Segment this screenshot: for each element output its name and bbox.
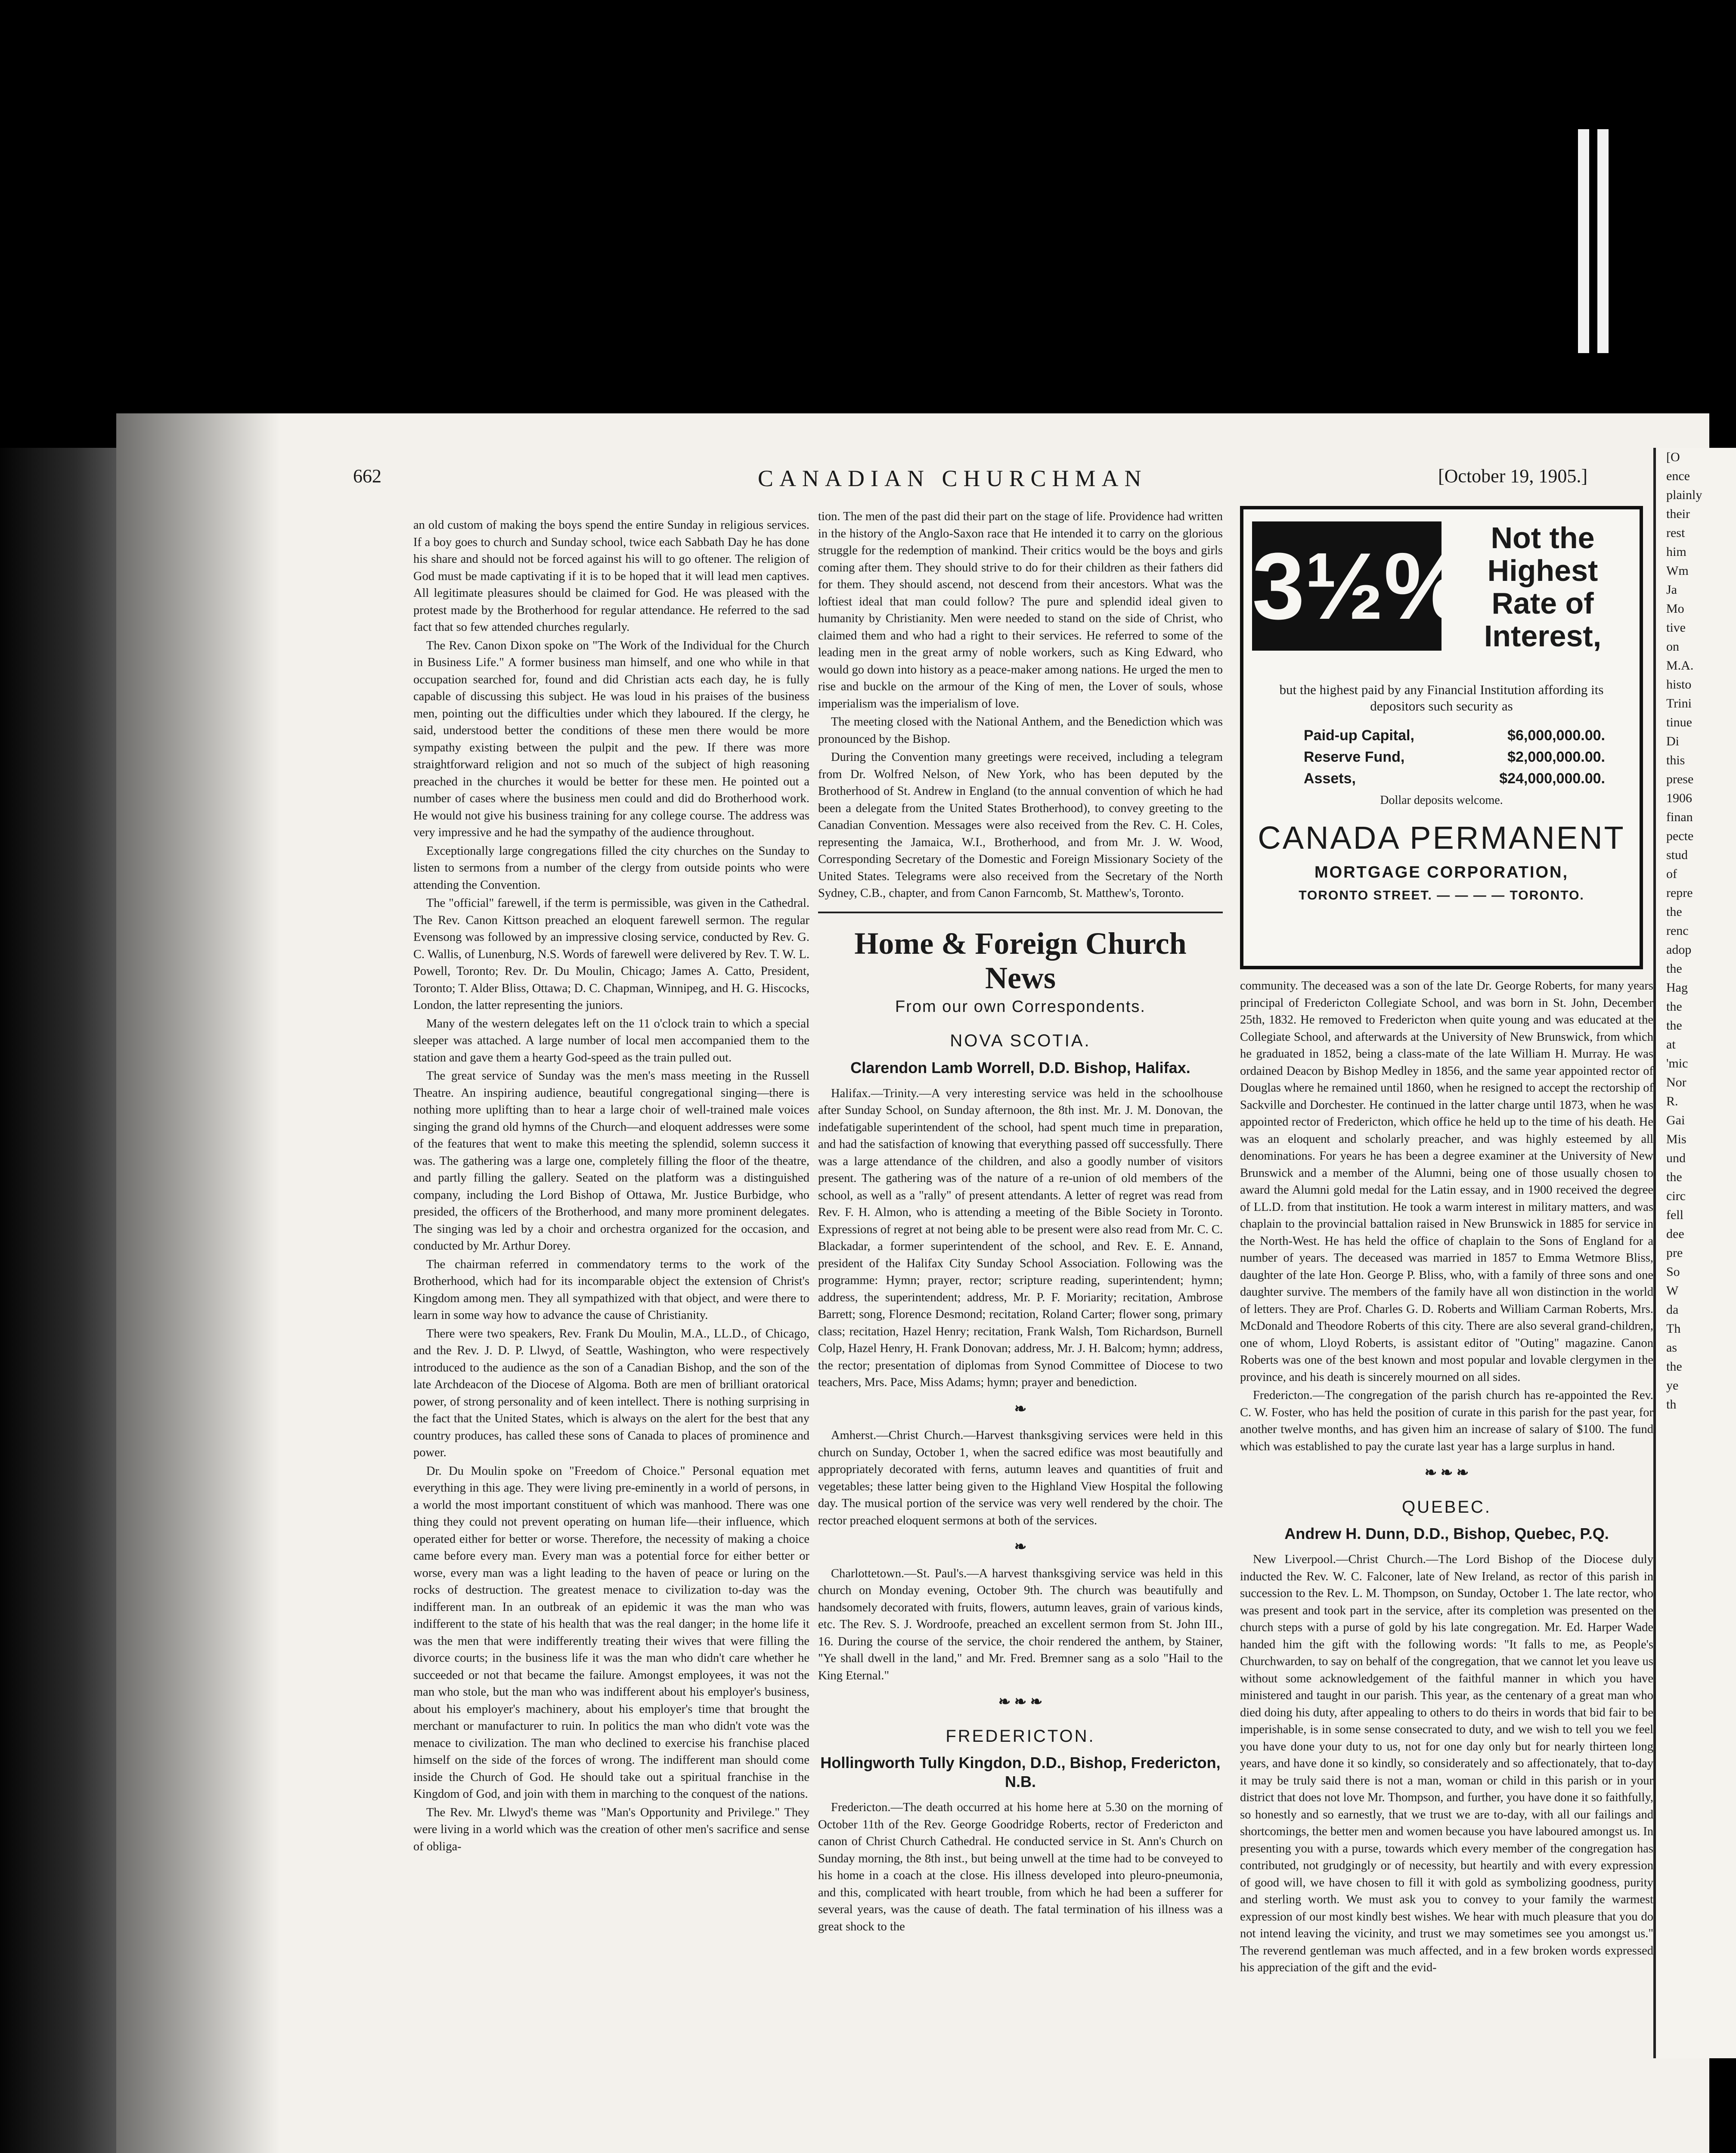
interest-rate-badge: 3½%: [1252, 521, 1442, 651]
section-subtitle: From our own Correspondents.: [895, 997, 1146, 1016]
edge-fragment: the: [1666, 1170, 1682, 1184]
film-mark-top-1: [1578, 129, 1589, 353]
edge-fragment: Gai: [1666, 1113, 1685, 1127]
paragraph: New Liverpool.—Christ Church.—The Lord Bishop of the Diocese duly inducted the Rev. W. C. Falconer, late of New Ireland, as rector of this parish in succession to the Rev. L. M. Thompson, on Sunday, October 1. The late rector, who was present and took part in the service, after its completion was presented on the church steps with a purse of gold by his late congregation. Mr. Ed. Harper Wade handed him the gift with the following words: "It falls to me, as People's Churchwarden, to say on behalf of the congregation, that we cannot let you leave us without some acknowledgement of the faithful manner in which you have ministered and taught in our parish. This year, as the centenary of a great man who died doing his duty, after appealing to others to do theirs in words that bid fair to be imperishable, is in some sense consecrated to duty, and we wish to tell you we feel you have done your duty to us, not for one day only but for nearly thirteen long years, and have done it so kindly, so considerately and so affectionately, that to-day it may be truly said there is not a man, woman or child in this parish or in your district that does not love Mr. Thompson, and further, you have done it so faithfully, so honestly and so earnestly, that we trust we are to-day, with all our failings and shortcomings, the better men and women because you have laboured amongst us. In presenting you with a purse, towards which every member of the congregation has contributed, not grudgingly or of necessity, but heartily and with every expression of good will, we have chosen to fill it with gold as symbolizing goodness, purity and sterling worth. We must ask you to convey to your family the warmest expression of our most kindly best wishes. We hear with much pleasure that you do not intend leaving the vicinity, and trust we may sometimes see you amongst us." The reverend gentleman was much affected, and in a few broken words expressed his appreciation of the gift and the evid-: [1240, 1553, 1653, 1974]
paragraph: an old custom of making the boys spend the entire Sunday in religious services. If a boy goes to church and Sunday school, twice each Sabbath Day he has done his share and should not be forced against his will to go oftener. The religion of God must be made captivating if it is to be hoped that it will lead men captives. All legitimate pleasures should be claimed for God. He was pleased with the protest made by the Brotherhood for regular attendance. He referred to the sad fact that so few attended churches regularly.: [413, 518, 809, 634]
edge-fragment: the: [1666, 905, 1682, 919]
edge-fragment: tinue: [1666, 715, 1692, 729]
left-page-edge: [0, 448, 125, 2153]
paragraph: Halifax.—Trinity.—A very interesting service was held in the schoolhouse after Sunday School, on Sunday afternoon, the 8th inst. Mr. J. M. Donovan, the indefatigable superintendent of the school, had spent much time in preparation, and had the satisfaction of knowing that everything passed off successfully. There was a large attendance of the children, and also a goodly number of visitors present. The gathering was of the nature of a re-union of old members of the school, as well as a "rally" of present attendants. A letter of regret was read from Rev. F. H. Almon, who is attending a meeting of the Bible Society in Toronto. Expressions of regret at not being able to be present were also read from Mr. C. C. Blackadar, a former superintendent of the school, and Rev. E. E. Annand, president of the Halifax City Sunday School Association. Following was the programme: Hymn; prayer, rector; scripture reading, superintendent; hymn; address, the superintendent; address, Mr. P. F. Moriarity; recitation, Ambrose Barrett; song, Florence Desmond; recitation, Roland Carter; flower song, primary class; recitation, Hazel Henry; recitation, Frank Walsh, Tom Richardson, Burnell Colp, Hazel Henry, H. Frank Donovan; address, Mr. J. H. Balcom; hymn; address, the rector; presentation of diplomas from Synod Committee of Diocese to two teachers, Mrs. Pace, Miss Adams; hymn; prayer and benediction.: [818, 1086, 1223, 1389]
edge-fragment: adop: [1666, 943, 1692, 957]
paragraph: The great service of Sunday was the men's mass meeting in the Russell Theatre. An inspiring audience, beautiful congregational singing—there is nothing more uplifting than to hear a large choir of well-trained male voices singing the grand old hymns of the Church—and eloquent addresses were some of the features that went to make this meeting the splendid, solemn success it was. The gathering was a large one, completely filling the floor of the theatre, and partly filling the gallery. Seated on the platform was a distinguished company, including the Lord Bishop of Ottawa, Mr. Justice Burbidge, who presided, the officers of the Brotherhood, and many more prominent delegates. The singing was led by a choir and orchestra organized for the occasion, and conducted by Mr. Arthur Dorey.: [413, 1069, 809, 1253]
paragraph: The chairman referred in commendatory terms to the work of the Brotherhood, which had for its incomparable object the extension of Christ's Kingdom among men. They all sympathized with that object, and were there to learn in some way how to advance the cause of Christianity.: [413, 1257, 809, 1322]
edge-fragment: plainly: [1666, 488, 1702, 502]
edge-fragment: Hag: [1666, 980, 1688, 995]
edge-fragment: renc: [1666, 924, 1689, 938]
paragraph: The Rev. Mr. Llwyd's theme was "Man's Opportunity and Privilege." They were living in a world which was the creation of other men's sacrifice and sense of obliga-: [413, 1806, 809, 1853]
paragraph: tion. The men of the past did their part on the stage of life. Providence had written in the history of the Anglo-Saxon race that He intended it to carry on the glorious struggle for the redemption of mankind. Their critics would be the boys and girls coming after them. They should strive to do for their children as their fathers did for them. They should ascend, not descend from their ancestors. What was the loftiest ideal that man could follow? The pure and splendid ideal given to humanity by Christianity. Men were needed to stand on the side of Christ, who claimed them and who had a right to their services. He referred to some of the leading men in the great army of noble workers, such as King Edward, who would go down into history as a peace-maker among nations. He urged the men to rise and buckle on the armour of the King of men, the Lover of souls, whose imperialism was the imperialism of love.: [818, 510, 1223, 710]
paragraph: Dr. Du Moulin spoke on "Freedom of Choice." Personal equation met everything in this age. They were living pre-eminently in a world of persons, in a world the most important constituent of which was manhood. There was one thing they could not prevent operating on human life—their influence, which operated either for better or worse. Therefore, the necessity of making a choice came before every man. Every man was a potential force for either better or worse, every man was a light leading to the haven of peace or luring on the rocks of destruction. The greatest menace to civilization to-day was the indifferent man. In an outbreak of an epidemic it was the man who was indifferent to the state of his health that was the real danger; in the home life it was the men that were indifferently treating their wives that were filling the divorce courts; in the business life it was the man who didn't care whether he succeeded or not that became the failure. Amongst employees, it was not the man who stole, but the man who was indifferent about his employer's business, about his employer's machinery, about his employer's time that brought the merchant or manufacturer to ruin. In politics the man who didn't vote was the menace to civilization. The man who declined to exercise his franchise placed himself on the side of the forces of wrong. The indifferent man should come inside the Church of God. He should take out a spiritual franchise in the Kingdom of God, and join with them in marching to the conquest of the nations.: [413, 1464, 809, 1801]
edge-fragment: 'mic: [1666, 1056, 1688, 1070]
edge-fragment: the: [1666, 1359, 1682, 1374]
edge-fragment: Nor: [1666, 1075, 1686, 1089]
edge-fragment: R.: [1666, 1094, 1678, 1108]
ad-address: TORONTO STREET. — — — — TORONTO.: [1299, 888, 1584, 903]
page-header: [353, 465, 1645, 499]
paragraph: Charlottetown.—St. Paul's.—A harvest thanksgiving service was held in this church on Monday evening, October 9th. The church was beautifully and handsomely decorated with fruits, flowers, autumn leaves, grain of various kinds, etc. The Rev. S. J. Wordroofe, preached an excellent sermon from St. John III., 16. During the course of the service, the choir rendered the anthem, by Stainer, "Ye shall dwell in the land," and Mr. Fred. Bremner sang as a solo "Hail to the King Eternal.": [818, 1567, 1223, 1682]
ad-company-name: CANADA PERMANENT: [1258, 820, 1625, 856]
gutter-shadow: [116, 413, 280, 2153]
paragraph: Many of the western delegates left on the 11 o'clock train to which a special sleeper was attached. A large number of local men accompanied them to the station and gave them a hearty God-speed as the train pulled out.: [413, 1017, 809, 1064]
edge-fragment: the: [1666, 962, 1682, 976]
edge-fragment: ence: [1666, 469, 1690, 483]
ornament-icon: ❧ ❧ ❧: [998, 1694, 1043, 1710]
edge-fragment: this: [1666, 753, 1685, 767]
journal-title: CANADIAN CHURCHMAN: [758, 465, 1147, 491]
ad-headline: Not the Highest Rate of Interest,: [1484, 521, 1602, 653]
ornament-icon: ❧ ❧ ❧: [1424, 1465, 1469, 1481]
ad-figure-row: [1304, 768, 1605, 789]
edge-fragment: Wm: [1666, 564, 1689, 578]
edge-fragment: M.A.: [1666, 658, 1694, 673]
edge-fragment: prese: [1666, 772, 1694, 786]
edge-fragment: Trini: [1666, 696, 1692, 710]
edge-fragment: circ: [1666, 1189, 1686, 1203]
edge-fragment: the: [1666, 1018, 1682, 1033]
paragraph: Fredericton.—The congregation of the parish church has re-appointed the Rev. C. W. Foster, who has held the position of curate in this parish for the past year, for another twelve months, and has given him an increase of salary of $100. The fund which was established to pay the curate last year has a large surplus in hand.: [1240, 1389, 1653, 1453]
ad-figure-value: $24,000,000.00.: [1499, 770, 1605, 787]
edge-fragment: the: [1666, 999, 1682, 1014]
edge-fragment: Ja: [1666, 583, 1677, 597]
edge-fragment: und: [1666, 1151, 1686, 1165]
ornament-icon: ❧: [1014, 1539, 1027, 1555]
ad-figures: [1304, 725, 1605, 789]
paragraph: During the Convention many greetings were received, including a telegram from Dr. Wolfred Nelson, of New York, who has been deputed by the Brotherhood of St. Andrew in England (to the annual convention of which he had been a delegate from the United States Brotherhood), to convey greeting to the Canadian Convention. Messages were also received from the Rev. C. H. Coles, representing the Jamaica, W.I., Brotherhood, and from Mr. J. W. Wood, Corresponding Secretary of the Domestic and Foreign Missionary Society of the United States. Telegrams were also received from the Secretary of the North Sydney, C.B., chapter, and from Canon Farncomb, St. Matthew's, Toronto.: [818, 751, 1223, 900]
edge-fragment: [O: [1666, 450, 1680, 464]
edge-fragment: rest: [1666, 526, 1685, 540]
edge-fragment: Mo: [1666, 602, 1684, 616]
paragraph: The Rev. Canon Dixon spoke on "The Work of the Individual for the Church in Business Life." A former business man himself, and one who while in that occupation searched for, found and did Christian acts each day, he is fully capable of discussing this subject. He was loud in his praises of the business men, pointing out the difficulties under which they laboured. If the clergy, he said, understood better the conditions of these men there would be more sympathy existing between the pulpit and the pew. If there was more straightforward religion and not so much of the subject of high reasoning preached in the churches it would be better for these men. He pointed out a number of cases where the business men could and did do Brotherhood work. He would not give his business training for any college course. The address was very impressive and he had the sympathy of the audience throughout.: [413, 639, 809, 839]
column-2: [818, 508, 1223, 1936]
edge-fragment: histo: [1666, 677, 1692, 692]
edge-fragment: repre: [1666, 886, 1693, 900]
edge-fragment: at: [1666, 1037, 1676, 1052]
column-1: [413, 517, 809, 1856]
ad-figure-row: [1304, 746, 1605, 768]
ad-figure-label: Reserve Fund,: [1304, 749, 1405, 765]
edge-fragment: pecte: [1666, 829, 1694, 843]
section-title: Home & Foreign Church News: [854, 926, 1187, 995]
bishop-heading: Hollingworth Tully Kingdon, D.D., Bishop, Fredericton, N.B.: [820, 1754, 1221, 1790]
ad-figure-value: $2,000,000.00.: [1507, 749, 1605, 765]
edge-fragment: stud: [1666, 848, 1688, 862]
paragraph: There were two speakers, Rev. Frank Du Moulin, M.A., LL.D., of Chicago, and the Rev. J. D. P. Llwyd, of Seattle, Washington, who were respectively introduced to the audience as the son of a Canadian Bishop, and the son of the late Archdeacon of the Diocese of Algoma. Both are men of brilliant oratorical power, of strong personality and of keen intellect. There is nothing surprising in the fact that the United States, which is always on the alert for the best that any country produces, has called these sons of Canada to places of prominence and power.: [413, 1327, 809, 1459]
edge-fragment: fell: [1666, 1208, 1683, 1222]
ad-figure-row: [1304, 725, 1605, 746]
ad-figure-label: Assets,: [1304, 770, 1356, 787]
ad-body: but the highest paid by any Financial Institution affording its depositors such security as: [1279, 682, 1604, 714]
edge-fragment: Di: [1666, 734, 1679, 748]
bishop-heading: Andrew H. Dunn, D.D., Bishop, Quebec, P.Q.: [1284, 1525, 1609, 1542]
edge-fragment: their: [1666, 507, 1690, 521]
ad-figure-value: $6,000,000.00.: [1507, 727, 1605, 744]
paragraph: Exceptionally large congregations filled the city churches on the Sunday to listen to sermons from a number of the clergy from outside points who were attending the Convention.: [413, 844, 809, 892]
edge-fragment: of: [1666, 867, 1677, 881]
paragraph: The "official" farewell, if the term is permissible, was given in the Cathedral. The Rev. Canon Kittson preached an eloquent farewell sermon. The regular Evensong was followed by an impressive closing service, conducted by Rev. G. C. Wallis, of Lunenburg, N.S. Words of farewell were delivered by Rev. T. W. L. Powell, Toronto; Rev. Dr. Du Moulin, Chicago; James A. Catto, President, Toronto; T. Alder Bliss, Ottawa; D. C. Chapman, Winnipeg, and H. G. Hiscocks, London, the latter representing the juniors.: [413, 897, 809, 1012]
page-number: 662: [353, 465, 381, 487]
edge-fragment: 1906: [1666, 791, 1692, 805]
edge-fragment: dee: [1666, 1227, 1684, 1241]
edge-fragment: pre: [1666, 1246, 1683, 1260]
paragraph: The meeting closed with the National Anthem, and the Benediction which was pronounced by the Bishop.: [818, 715, 1223, 746]
edge-fragment: W: [1666, 1284, 1679, 1298]
edge-fragment: da: [1666, 1303, 1679, 1317]
edge-fragment: on: [1666, 639, 1679, 654]
diocese-heading-fredericton: FREDERICTON.: [946, 1726, 1095, 1746]
edge-fragment: Th: [1666, 1322, 1681, 1336]
edge-fragment: So: [1666, 1265, 1680, 1279]
paragraph: Fredericton.—The death occurred at his home here at 5.30 on the morning of October 11th of the Rev. George Goodridge Roberts, rector of Fredericton and canon of Christ Church Cathedral. He conducted service in St. Ann's Church on Sunday morning, the 8th inst., but being unwell at the time had to be conveyed to his home in a coach at the close. His illness developed into pleuro-pneumonia, and this, complicated with heart trouble, from which he had been a sufferer for several years, was the cause of death. The fatal termination of his illness was a great shock to the: [818, 1801, 1223, 1933]
edge-fragment: Mis: [1666, 1132, 1686, 1146]
ornament-icon: ❧: [1014, 1401, 1027, 1417]
edge-fragment: tive: [1666, 620, 1686, 635]
edge-fragment: ye: [1666, 1378, 1679, 1393]
bank-advertisement: [1240, 506, 1643, 969]
edge-fragment: th: [1666, 1397, 1677, 1412]
section-rule: [818, 912, 1223, 913]
next-page-edge: [1653, 448, 1736, 2058]
ad-note: Dollar deposits welcome.: [1380, 794, 1503, 807]
diocese-heading-nova-scotia: NOVA SCOTIA.: [950, 1031, 1091, 1050]
diocese-heading-quebec: QUEBEC.: [1401, 1497, 1492, 1517]
paragraph: Amherst.—Christ Church.—Harvest thanksgiving services were held in this church on Sunday, October 1, when the sacred edifice was most beautifully and appropriately decorated with ferns, autumn leaves and quantities of fruit and vegetables; these latter being given to the Highland View Hospital the following day. The musical portion of the service was very well rendered by the choir. The rector preached eloquent sermons at both of the services.: [818, 1429, 1223, 1527]
edge-fragment: him: [1666, 545, 1686, 559]
edge-fragment: as: [1666, 1340, 1677, 1355]
issue-date: [October 19, 1905.]: [1438, 465, 1588, 487]
bishop-heading: Clarendon Lamb Worrell, D.D. Bishop, Halifax.: [850, 1058, 1190, 1076]
column-3: [1240, 977, 1653, 1978]
paragraph: community. The deceased was a son of the late Dr. George Roberts, for many years principal of Fredericton Collegiate School, and was born in St. John, December 25th, 1832. He removed to Fredericton when quite young and was educated at the Collegiate School, and afterwards at the University of New Brunswick, from which he graduated in 1852, being a class-mate of the late William H. Murray. He was ordained Deacon by Bishop Medley in 1856, and the same year appointed rector of Douglas where he remained until 1860, when he resigned to accept the rectorship of Sackville and Dorchester. He continued in the latter charge until 1873, when he was appointed rector of Fredericton, which office he held up to the time of his death. He was an eloquent and scholarly preacher, and was highly esteemed by all denominations. For years he has been a degree examiner at the University of New Brunswick and a member of the Alumni, being one of those usually chosen to award the Alumni gold medal for the Latin essay, and in 1900 received the degree of LL.D. from that institution. He took a warm interest in military matters, and was chaplain to the provincial battalion raised in New Brunswick in 1885 for service in the North-West. He has held the office of chaplain to the Sons of England for a number of years. The deceased was married in 1857 to Emma Wetmore Bliss, daughter of the late Hon. George P. Bliss, who, with a family of three sons and one daughter survive. The members of the family have all won distinction in the world of letters. They are Prof. Charles G. D. Roberts and William Carman Roberts, Mrs. McDonald and Theodore Roberts of this city. There are also several grand-children, one of whom, Lloyd Roberts, is assistant editor of "Outing" magazine. Canon Roberts was one of the best known and most popular and lovable clergymen in the province, and his death is sincerely mourned on all sides.: [1240, 979, 1653, 1384]
ad-figure-label: Paid-up Capital,: [1304, 727, 1414, 744]
ad-company-corp: MORTGAGE CORPORATION,: [1314, 863, 1569, 881]
edge-fragment: finan: [1666, 810, 1693, 824]
film-mark-top-2: [1597, 129, 1609, 353]
